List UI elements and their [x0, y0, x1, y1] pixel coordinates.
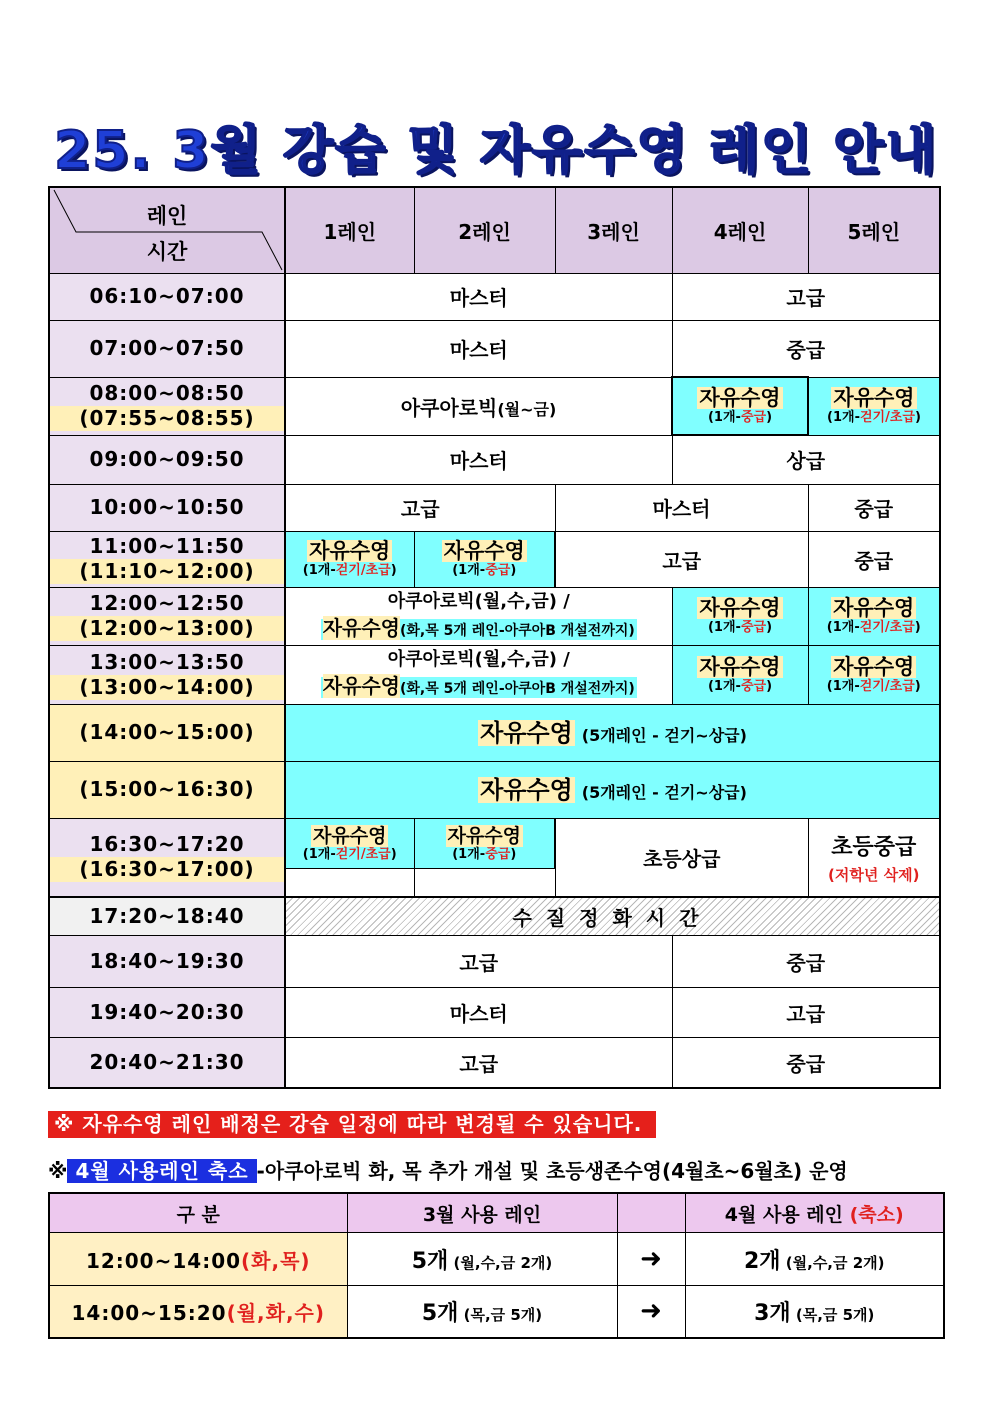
time-cell: 10:00~10:50: [49, 484, 285, 531]
free-swim-lane-5: 자유수영 (1개-걷기/초급): [808, 587, 940, 645]
table-row: [49, 587, 940, 645]
table-row: [49, 818, 940, 868]
lane-3-header: 3레인: [555, 187, 672, 273]
lane-class: 중급: [672, 1037, 940, 1088]
time-cell: (15:00~16:30): [49, 761, 285, 818]
lane-class: 중급: [672, 935, 940, 987]
lane-5-header: 5레인: [808, 187, 940, 273]
april-lanes: 3개 (목,금 5개): [685, 1286, 944, 1338]
table-row: [49, 1233, 944, 1286]
col-header-empty: [617, 1193, 685, 1233]
lane-class: 고급: [285, 935, 672, 987]
lane-class: 마스터: [285, 273, 672, 320]
lane-class: 고급: [285, 1037, 672, 1088]
header-corner: [49, 187, 285, 273]
page-title: 25. 3월 강습 및 자유수영 레인 안내: [54, 121, 938, 181]
lane-class: 아쿠아로빅(월,수,금) / 자유수영(화,목 5개 레인-아쿠아B 개설전까지): [285, 587, 672, 645]
arrow-icon: ➜: [617, 1233, 685, 1286]
water-purification-time: 수질정화시간: [285, 897, 940, 935]
free-swim-lane-4: 자유수영 (1개-중급): [672, 645, 808, 704]
notice-tag: 4월 사용레인 축소: [67, 1159, 256, 1183]
time-cell: 16:30~17:20 (16:30~17:00): [49, 818, 285, 897]
time-cell: 17:20~18:40: [49, 897, 285, 935]
col-header: 3월 사용 레인: [347, 1193, 617, 1233]
time-cell: 09:00~09:50: [49, 435, 285, 484]
table-row: [49, 645, 940, 704]
lane-class: 아쿠아로빅(월~금): [285, 377, 672, 435]
time-cell: 13:00~13:50 (13:00~14:00): [49, 645, 285, 704]
table-row: [49, 531, 940, 587]
lane-label: 레인: [146, 204, 188, 228]
arrow-icon: ➜: [617, 1286, 685, 1338]
free-swim-lane-5: 자유수영 (1개-걷기/초급): [808, 645, 940, 704]
time-cell: 06:10~07:00: [49, 273, 285, 320]
period-cell: 14:00~15:20(월,화,수): [49, 1286, 347, 1338]
table-row: [49, 484, 940, 531]
free-swim-lane-2: 자유수영 (1개-중급): [414, 818, 555, 868]
table-row: [49, 435, 940, 484]
time-cell: 12:00~12:50 (12:00~13:00): [49, 587, 285, 645]
col-header: 4월 사용 레인 (축소): [685, 1193, 944, 1233]
lane-class: 고급: [672, 987, 940, 1037]
table-row: [49, 1037, 940, 1088]
time-cell: (14:00~15:00): [49, 704, 285, 761]
table-row: [49, 897, 940, 935]
time-cell: 20:40~21:30: [49, 1037, 285, 1088]
free-swim-all-lanes: 자유수영 (5개레인 - 걷기~상급): [285, 704, 940, 761]
lane-2-header: 2레인: [414, 187, 555, 273]
table-row: [49, 273, 940, 320]
lane-class: 마스터: [285, 987, 672, 1037]
time-cell: 11:00~11:50 (11:10~12:00): [49, 531, 285, 587]
header-row: [49, 187, 940, 273]
time-label: 시간: [146, 240, 188, 264]
lane-reduction-table: [48, 1192, 945, 1339]
lane-class: 초등중급 (저학년 삭제): [808, 818, 940, 897]
table-row: [49, 320, 940, 377]
free-swim-lane-1: 자유수영 (1개-걷기/초급): [285, 818, 414, 868]
col-header: 구 분: [49, 1193, 347, 1233]
lane-class: 마스터: [555, 484, 808, 531]
april-lanes: 2개 (월,수,금 2개): [685, 1233, 944, 1286]
lane-4-header: 4레인: [672, 187, 808, 273]
time-cell: 18:40~19:30: [49, 935, 285, 987]
lane-class: 마스터: [285, 320, 672, 377]
lane-schedule-table: [48, 186, 941, 1089]
notice-text: -아쿠아로빅 화, 목 추가 개설 및 초등생존수영(4월초~6월초) 운영: [256, 1159, 848, 1183]
lane-class: 고급: [285, 484, 555, 531]
lane-class: 초등상급: [555, 818, 808, 897]
header-row: [49, 1193, 944, 1233]
empty-cell: [285, 868, 414, 897]
lane-class: 아쿠아로빅(월,수,금) / 자유수영(화,목 5개 레인-아쿠아B 개설전까지): [285, 645, 672, 704]
free-swim-all-lanes: 자유수영 (5개레인 - 걷기~상급): [285, 761, 940, 818]
lane-class: 상급: [672, 435, 940, 484]
march-lanes: 5개 (월,수,금 2개): [347, 1233, 617, 1286]
lane-class: 중급: [808, 531, 940, 587]
lane-class: 고급: [555, 531, 808, 587]
lane-1-header: 1레인: [285, 187, 414, 273]
time-cell: 08:00~08:50 (07:55~08:55): [49, 377, 285, 435]
time-cell: 07:00~07:50: [49, 320, 285, 377]
table-row: [49, 1286, 944, 1338]
time-cell: 19:40~20:30: [49, 987, 285, 1037]
empty-cell: [414, 868, 555, 897]
free-swim-lane-4: 자유수영 (1개-중급): [672, 377, 808, 435]
free-swim-lane-4: 자유수영 (1개-중급): [672, 587, 808, 645]
march-lanes: 5개 (목,금 5개): [347, 1286, 617, 1338]
table-row: [49, 377, 940, 435]
lane-class: 중급: [808, 484, 940, 531]
free-swim-lane-5: 자유수영 (1개-걷기/초급): [808, 377, 940, 435]
free-swim-lane-2: 자유수영 (1개-중급): [414, 531, 555, 587]
lane-class: 중급: [672, 320, 940, 377]
notice-prefix: ※: [48, 1159, 68, 1183]
table-row: [49, 704, 940, 761]
free-swim-lane-1: 자유수영 (1개-걷기/초급): [285, 531, 414, 587]
april-notice: [48, 1156, 848, 1186]
table-row: [49, 935, 940, 987]
lane-class: 고급: [672, 273, 940, 320]
lane-class: 마스터: [285, 435, 672, 484]
period-cell: 12:00~14:00(화,목): [49, 1233, 347, 1286]
warning-notice: ※ 자유수영 레인 배정은 강습 일정에 따라 변경될 수 있습니다.: [48, 1111, 656, 1138]
table-row: [49, 761, 940, 818]
table-row: [49, 987, 940, 1037]
